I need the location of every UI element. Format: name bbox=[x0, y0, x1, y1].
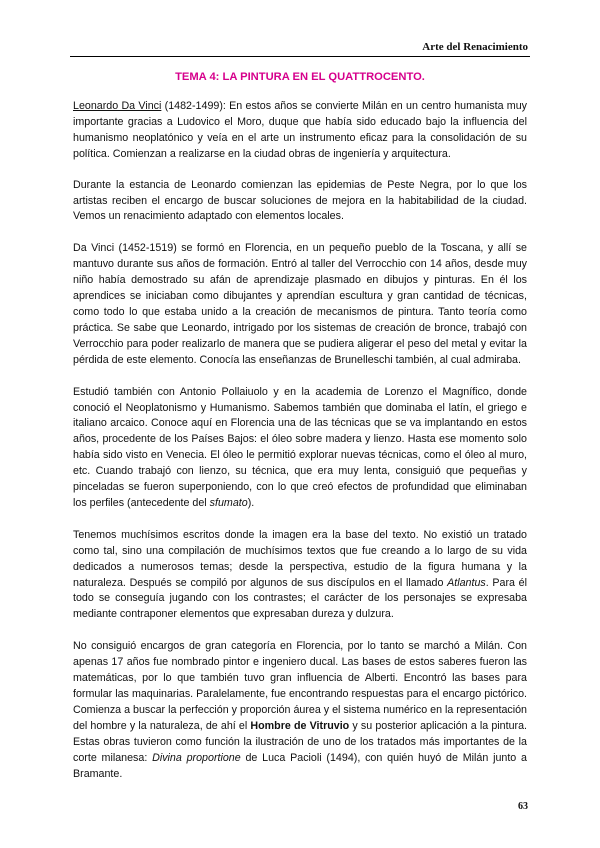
paragraph-3 bbox=[73, 241, 527, 368]
header-rule bbox=[70, 56, 530, 57]
paragraph-4-text: Estudió también con Antonio Pollaiuolo y en la academia de Lorenzo el Magnífico, donde conoció el Neoplatonismo y Humanismo. Sabemos también que dominaba el latín, el griego e italiano arcaico. Conoce aquí en Florencia una de las técnicas que se va implantando en estos años, procedente de los Países Bajos: el óleo sobre madera y lienzo. Hasta ese momento solo había sido visto en Venecia. El óleo le permitió explorar nuevas técnicas, como el óleo al muro, etc. Cuando trabajó con lienzo, su técnica, que era muy lenta, consiguió que pequeñas y pinceladas se fueron superponiendo, con lo que creó efectos de profundidad que eliminaban los perfiles (antecedente del bbox=[73, 385, 527, 509]
paragraph-3-text: Da Vinci (1452-1519) se formó en Florencia, en un pequeño pueblo de la Toscana, y allí se mantuvo durante sus años de formación. Entró al taller del Verrocchio con 14 años, desde muy niño había demostrado su afán de aprendizaje plasmado en dibujos y pinturas. En él los aprendices se iniciaban como dibujantes y aprendían escultura y gran cantidad de técnicas, como todo lo que estaba unido a la creación de mecanismos de pintura. Tanto teoría como práctica. Se sabe que Leonardo, intrigado por los sistemas de creación de bronce, trabajó con Verrocchio para poder realizarlo de manera que se pudiera aligerar el peso del metal y evitar la pérdida de este elemento. Conocía las enseñanzas de Brunelleschi también, al cual admiraba. bbox=[73, 242, 527, 366]
paragraph-6-text: No consiguió encargos de gran categoría en Florencia, por lo tanto se marchó a Milán. Con apenas 17 años fue nombrado pintor e ingeniero ducal. Las bases de estos saberes fueron las matemáticas, por lo que también tuvo gran influencia de Alberti. Encontró las bases para formular las maquinarias. Paralelamente, fue encontrando respuestas para el encargo pictórico. Comienza a buscar la perfección y proporción áurea y el sistema numérico en la representación del hombre y la naturaleza, de ahí el bbox=[73, 640, 527, 732]
paragraph-6-end: de Luca Pacioli (1494), con quién huyó de Milán junto a Bramante. bbox=[73, 751, 527, 780]
leonardo-heading-name: Leonardo Da Vinci bbox=[73, 100, 162, 112]
page-number: 63 bbox=[518, 801, 528, 812]
sfumato-term: sfumato bbox=[209, 496, 248, 509]
paragraph-1 bbox=[73, 99, 527, 163]
paragraph-2-text: Durante la estancia de Leonardo comienzan las epidemias de Peste Negra, por lo que los artistas reciben el encargo de buscar soluciones de mejora en la habitabilidad de la ciudad. Vemos un renacimiento adaptado con elementos locales. bbox=[73, 178, 527, 223]
atlantus-term: Atlantus bbox=[447, 576, 486, 589]
running-header: Arte del Renacimiento bbox=[422, 41, 528, 53]
document-body bbox=[73, 99, 527, 798]
paragraph-1-text: (1482-1499): En estos años se convierte Milán en un centro humanista muy importante gracias a Ludovico el Moro, duque que había sido educado bajo la influencia del humanismo neoplatónico y veía en el arte un instrumento eficaz para la consolidación de su política. Comienzan a realizarse en la ciudad obras de ingeniería y arquitectura. bbox=[73, 100, 527, 160]
paragraph-6 bbox=[73, 639, 527, 782]
paragraph-2 bbox=[73, 178, 527, 226]
paragraph-5 bbox=[73, 528, 527, 623]
paragraph-4 bbox=[73, 385, 527, 512]
paragraph-6-middle: y su posterior aplicación a la pintura. Estas obras tuvieron como función la ilustración de uno de los tratados más importantes de la corte milanesa: bbox=[73, 719, 527, 764]
paragraph-4-end: ). bbox=[247, 496, 255, 509]
section-title: TEMA 4: LA PINTURA EN EL QUATTROCENTO. bbox=[175, 71, 425, 83]
paragraph-5-end: . Para él todo se conseguía jugando con los contrastes; el carácter de los personajes se expresaba mediante contraponer elementos que expresaban dureza y dulzura. bbox=[73, 576, 527, 621]
paragraph-5-text: Tenemos muchísimos escritos donde la imagen era la base del texto. No existió un tratado como tal, sino una compilación de muchísimos textos que fue creando a lo largo de su vida dedicados a numerosos temas; desde la perspectiva, estudio de la figura humana y la naturaleza. Después se compiló por algunos de sus discípulos en el llamado bbox=[73, 528, 527, 589]
divina-proportione-term: Divina proportione bbox=[152, 751, 241, 764]
hombre-de-vitruvio-term: Hombre de Vitruvio bbox=[250, 719, 350, 732]
